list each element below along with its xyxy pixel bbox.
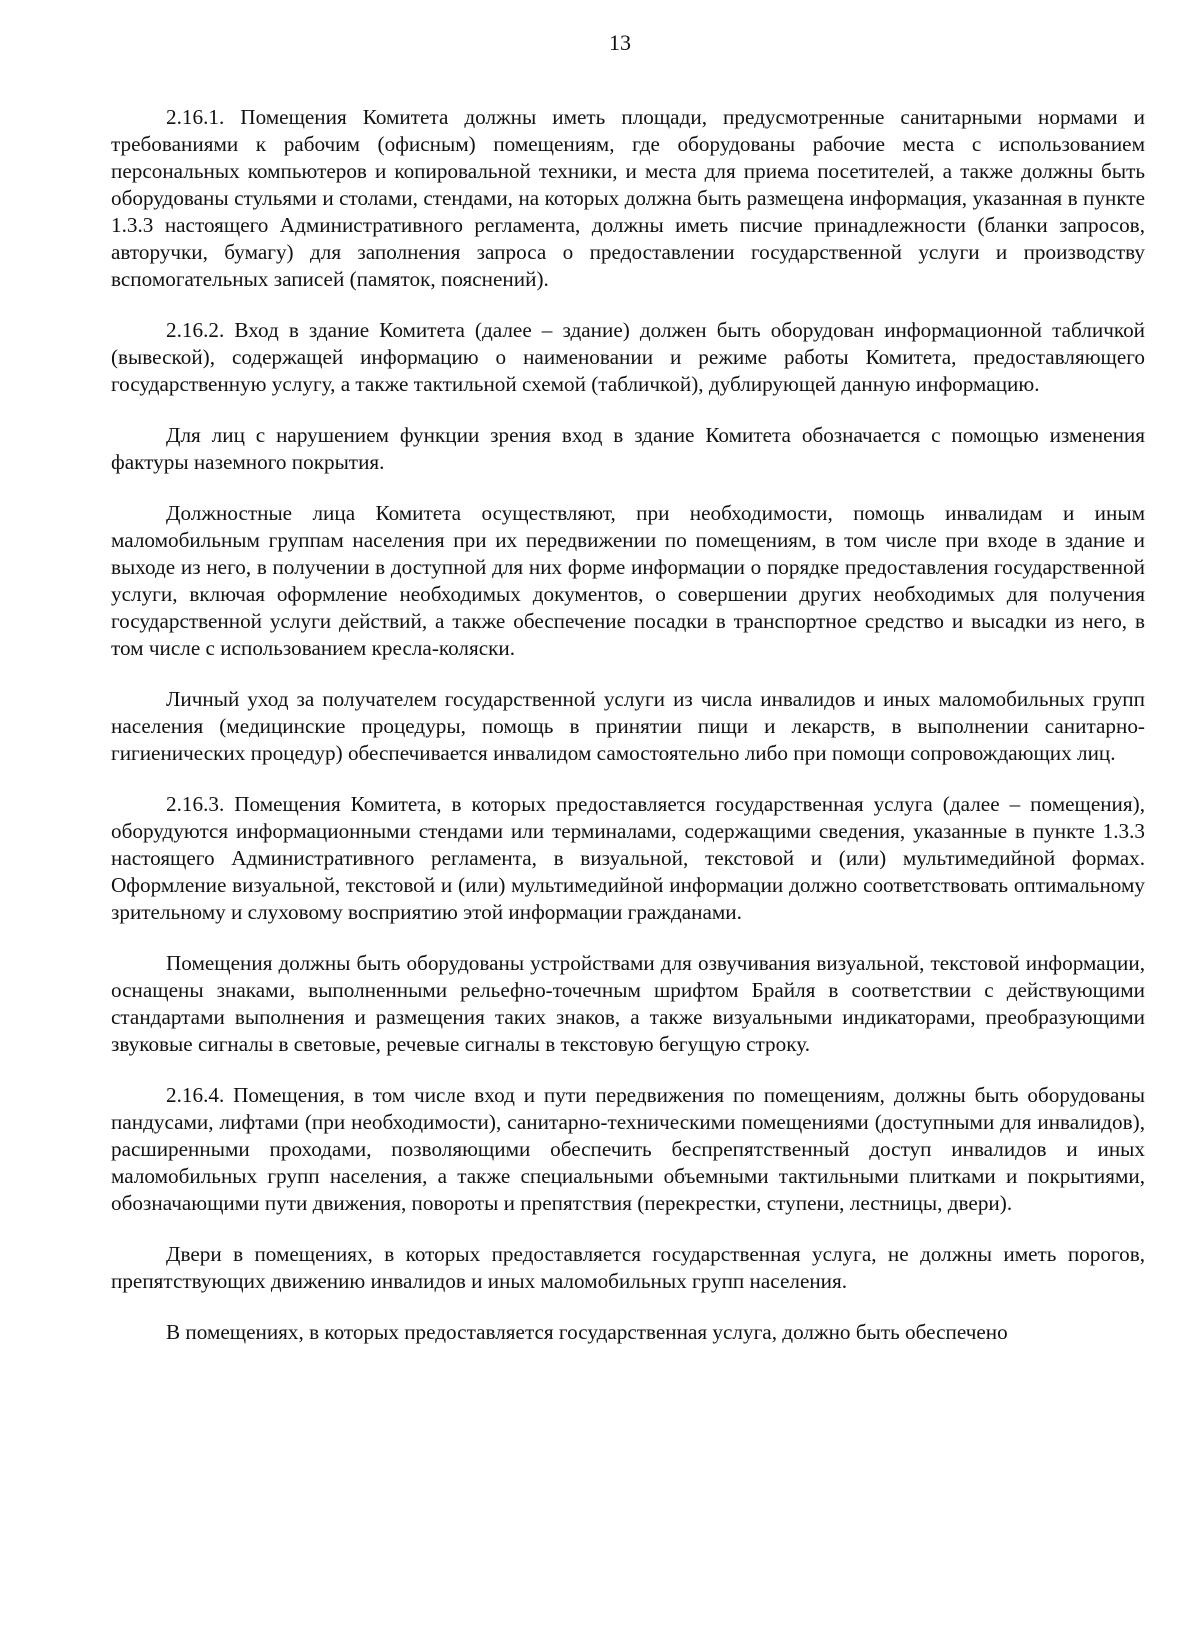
paragraph-officials-assistance: Должностные лица Комитета осуществляют, при необходимости, помощь инвалидам и иным маломобильным группам населения при их передвижении по помещениям, в том числе при входе в здание и выходе из него, в получении в доступной для них форме информации о порядке предоставления государственной услуги, включая оформление необходимых документов, о совершении других необходимых для получения государственной услуги действий, а также обеспечение посадки в транспортное средство и высадки из него, в том числе с использованием кресла-коляски. <box>111 501 1145 660</box>
paragraph-audio-braille-equipment: Помещения должны быть оборудованы устройствами для озвучивания визуальной, текстовой информации, оснащены знаками, выполненными рельефно-точечным шрифтом Брайля в соответствии с действующими стандартами выполнения и размещения таких знаков, а также визуальными индикаторами, преобразующими звуковые сигналы в световые, речевые сигналы в текстовую бегущую строку. <box>111 951 1145 1056</box>
paragraph-2-16-1: 2.16.1. Помещения Комитета должны иметь площади, предусмотренные санитарными нормами и требованиями к рабочим (офисным) помещениям, где оборудованы рабочие места с использованием персональных компьютеров и копировальной техники, и места для приема посетителей, а также должны быть оборудованы стульями и столами, стендами, на которых должна быть размещена информация, указанная в пункте 1.3.3 настоящего Административного регламента, должны иметь писчие принадлежности (бланки запросов, авторучки, бумагу) для заполнения запроса о предоставлении государственной услуги и производству вспомогательных записей (памяток, пояснений). <box>111 105 1145 291</box>
document-body <box>111 104 1145 1346</box>
paragraph-2-16-2: 2.16.2. Вход в здание Комитета (далее – здание) должен быть оборудован информационной табличкой (вывеской), содержащей информацию о наименовании и режиме работы Комитета, предоставляющего государственную услугу, а также тактильной схемой (табличкой), дублирующей данную информацию. <box>111 318 1145 396</box>
paragraph-2-16-4: 2.16.4. Помещения, в том числе вход и пути передвижения по помещениям, должны быть оборудованы пандусами, лифтами (при необходимости), санитарно-техническими помещениями (доступными для инвалидов), расширенными проходами, позволяющими обеспечить беспрепятственный доступ инвалидов и иных маломобильных групп населения, а также специальными объемными тактильными плитками и покрытиями, обозначающими пути движения, повороты и препятствия (перекрестки, ступени, лестницы, двери). <box>111 1083 1145 1215</box>
paragraph-personal-care: Личный уход за получателем государственной услуги из числа инвалидов и иных маломобильных групп населения (медицинские процедуры, помощь в принятии пищи и лекарств, в выполнении санитарно-гигиенических процедур) обеспечивается инвалидом самостоятельно либо при помощи сопровождающих лиц. <box>111 687 1145 765</box>
page-number: 13 <box>609 30 631 55</box>
paragraph-2-16-3: 2.16.3. Помещения Комитета, в которых предоставляется государственная услуга (далее – помещения), оборудуются информационными стендами или терминалами, содержащими сведения, указанные в пункте 1.3.3 настоящего Административного регламента, в визуальной, текстовой и (или) мультимедийной формах. Оформление визуальной, текстовой и (или) мультимедийной информации должно соответствовать оптимальному зрительному и слуховому восприятию этой информации гражданами. <box>111 792 1145 924</box>
paragraph-vision-impaired-entrance: Для лиц с нарушением функции зрения вход в здание Комитета обозначается с помощью изменения фактуры наземного покрытия. <box>111 423 1145 474</box>
paragraph-doors-no-thresholds: Двери в помещениях, в которых предоставляется государственная услуга, не должны иметь порогов, препятствующих движению инвалидов и иных маломобильных групп населения. <box>111 1242 1145 1293</box>
paragraph-continued: В помещениях, в которых предоставляется государственная услуга, должно быть обеспечено <box>166 1320 1008 1344</box>
